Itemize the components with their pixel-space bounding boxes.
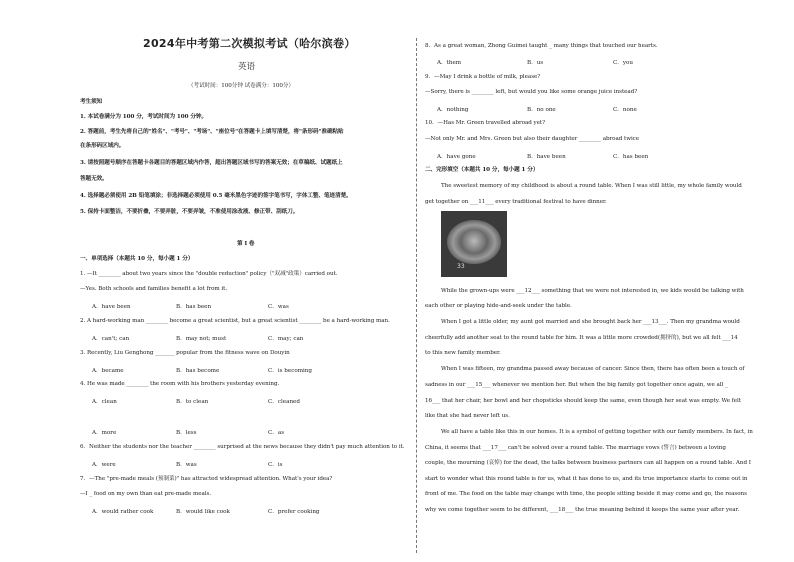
passage-line: When I got a little older, my aunt got married and she brought back her ___13___. Then my grandma would (441, 319, 740, 325)
passage-line: The sweetest memory of my childhood is about a round table. When I was still little, my whole family would (441, 183, 742, 189)
option: B．to clean (176, 399, 209, 405)
option: A．more (92, 430, 117, 436)
question-stem: 3. Recently, Liu Genghong _______ popular from the fitness wave on Douyin (80, 350, 290, 356)
notes-heading: 考生须知 (80, 99, 103, 105)
passage-line: why we come together seem to be different, ___18___ the true meaning behind it keeps the same year after year. (425, 507, 740, 513)
option: C．you (613, 60, 634, 66)
note-line: 5. 保持卡面整洁，不要折叠，不要弄脏，不要弄皱，不准使用涂改液、修正带、刮纸刀。 (80, 209, 299, 215)
passage-line: to this new family member. (425, 350, 501, 356)
note-line: 1. 本试卷满分为 100 分，考试时间为 100 分钟。 (80, 114, 207, 120)
option: C．prefer cooking (268, 509, 320, 515)
question-stem: 4. He was made ________ the room with his brothers yesterday evening. (80, 381, 280, 387)
option: C．none (613, 107, 637, 113)
passage-line: start to wonder what this round table is for us, what it has done to us, and its true importance starts to come out in (425, 476, 748, 482)
note-line: 4. 选择题必须使用 2B 铅笔填涂；非选择题必须使用 0.5 毫米黑色字迹的签字笔书写，字体工整、笔迹清楚。 (80, 193, 352, 199)
option: B．was (176, 462, 197, 468)
option: A．can't; can (92, 336, 130, 342)
option: A．clean (92, 399, 117, 405)
column-divider (416, 38, 417, 553)
note-line: 2. 答题前，考生先将自己的"姓名"、"考号"、"考场"、"座位号"在答题卡上填写清楚，将"条形码"准确粘贴 (80, 129, 344, 135)
table-center (461, 229, 487, 253)
question-stem: 2. A hard-working man ________ become a great scientist, but a great scientist ________ be a hard-working man. (80, 318, 390, 324)
question-stem: 6．Neither the students nor the teacher ________ surprised at the news because they didn't pay much attention to it. (80, 444, 405, 450)
passage-line: couple, the mourning (哀悼) for the dead, the talks between business partners can all happen on a round table. And I (425, 460, 751, 466)
option: B．has been (176, 304, 212, 310)
passage-line: front of me. The food on the table may change with time, the people sitting beside it may come and go, the reasons (425, 491, 747, 497)
passage-line: 16___ that her chair, her bowl and her chopsticks should keep the same, even though her seat was empty. We felt (425, 398, 741, 404)
section-heading: 一、单项选择（本题共 10 分，每小题 1 分） (80, 256, 194, 262)
passage-line: We all have a table like this in our homes. It is a symbol of getting together with our family members. In fact, in (441, 429, 753, 435)
option: B．would like cook (176, 509, 230, 515)
passage-line: When I was fifteen, my grandma passed away because of cancer. Since then, there has often been a touch of (441, 366, 745, 372)
option: C．was (268, 304, 289, 310)
question-stem: —I _ food on my own than eat pre-made meals. (80, 491, 212, 497)
passage-line: each other or playing hide-and-seek under the table. (425, 303, 572, 309)
option: A．would rather cook (92, 509, 154, 515)
option: C．as (268, 430, 285, 436)
option: C．may; can (268, 336, 304, 342)
question-stem: 9．—May I drink a bottle of milk, please? (425, 74, 541, 80)
passage-line: like that she had never left us. (425, 413, 510, 419)
option: C．is becoming (268, 368, 312, 374)
question-stem: 7．—The "pre-made meals (预制菜)" has attracted widespread attention. What's your idea? (80, 476, 333, 482)
note-line: 在条形码区域内。 (80, 143, 125, 149)
part-label: 第 I 卷 (237, 241, 255, 247)
passage-line: get together on ___11___ every traditional festival to have dinner. (425, 199, 607, 205)
option: A．them (437, 60, 462, 66)
option: A．became (92, 368, 124, 374)
question-stem: —Not only Mr. and Mrs. Green but also their daughter ________ abroad twice (425, 136, 640, 142)
option: B．has become (176, 368, 220, 374)
question-stem: —Sorry, there is ________ left, but would you like some orange juice instead? (425, 89, 638, 95)
passage-line: cheerfully add another seat to the round table for him. It was a little more crowded(拥挤的), but we all felt ___14 (425, 335, 738, 341)
option: A．nothing (437, 107, 469, 113)
photo-caption: 33 (457, 263, 465, 270)
round-table-photo (441, 211, 507, 277)
subject-label: 英语 (238, 62, 255, 72)
option: A．have gone (437, 154, 476, 160)
note-line: 答题无效。 (80, 176, 108, 182)
option: B．us (527, 60, 544, 66)
question-stem: 1. —It ________ about two years since the "double reduction" policy（"双减"政策）carried out. (80, 271, 338, 277)
option: B．less (176, 430, 197, 436)
option: C．has been (613, 154, 649, 160)
option: C．is (268, 462, 283, 468)
option: B．may not; must (176, 336, 227, 342)
passage-line: While the grown-ups were ___12___ something that we were not interested in, we kids would be talking with (441, 288, 744, 294)
question-stem: 10．—Has Mr. Green travelled abroad yet? (425, 120, 546, 126)
option: A．have been (92, 304, 131, 310)
time-score: （考试时间：100分钟 试卷满分：100分） (188, 83, 294, 89)
option: B．have been (527, 154, 566, 160)
passage-line: China, it seems that ___17___ can't be solved over a round table. The marriage vows (誓言) between a loving (425, 445, 726, 451)
note-line: 3. 请按照题号顺序在答题卡各题目的答题区域内作答，超出答题区域书写的答案无效；在草稿纸、试题纸上 (80, 160, 343, 166)
passage-line: sadness in our ___15___ whenever we mention her. But when the big family got together once again, we all _ (425, 382, 728, 388)
option: C．cleaned (268, 399, 300, 405)
option: A．were (92, 462, 116, 468)
question-stem: —Yes. Both schools and families benefit a lot from it. (80, 286, 228, 292)
section-heading: 二、完形填空（本题共 10 分，每小题 1 分） (425, 167, 539, 173)
exam-title: 2024年中考第二次模拟考试（哈尔滨卷） (143, 37, 356, 50)
question-stem: 8．As a great woman, Zhong Guimei taught _ many things that touched our hearts. (425, 43, 658, 49)
option: B．no one (527, 107, 556, 113)
